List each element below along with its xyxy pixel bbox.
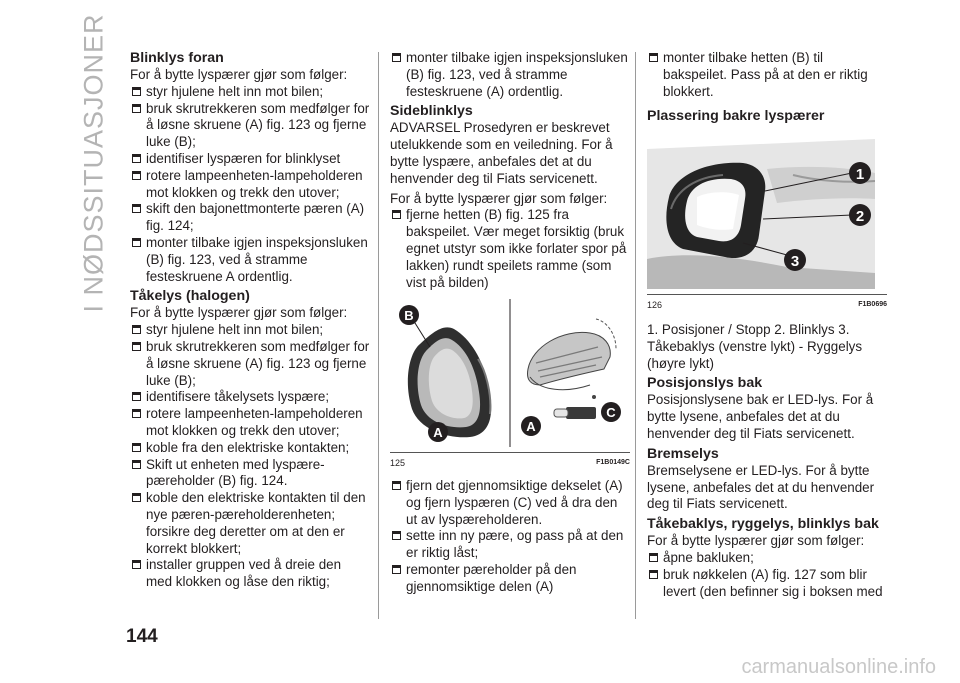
label-b: B xyxy=(404,308,414,324)
list-item: identifisere tåkelysets lyspære; xyxy=(130,389,370,406)
heading-fog-lights: Tåkelys (halogen) xyxy=(130,288,250,305)
label-3: 3 xyxy=(790,253,800,271)
heading-front-indicator: Blinklys foran xyxy=(130,50,224,66)
column-3 xyxy=(647,50,887,600)
figure-code: F1B0149C xyxy=(596,459,630,467)
list-item: remonter pæreholder på den gjennomsiktige delen (A) xyxy=(390,562,630,596)
label-a2-icon xyxy=(521,416,541,436)
paragraph: Bremselysene er LED-lys. For å bytte lysene, anbefales det at du henvender deg til Fiats servicenett. xyxy=(647,462,875,512)
heading-side-indicator: Sideblinklys xyxy=(390,103,473,120)
column-1 xyxy=(130,50,370,591)
bulb-icon xyxy=(554,395,596,419)
list-item: koble fra den elektriske kontakten; xyxy=(130,440,370,457)
list-item: monter tilbake hetten (B) til bakspeilet. Pass på at den er riktig blokkert. xyxy=(647,50,887,100)
intro-text: For å bytte lyspærer gjør som følger: xyxy=(130,305,348,321)
list-item: identifiser lyspæren for blinklyset xyxy=(130,151,370,168)
list-item: bruk nøkkelen (A) fig. 127 som blir levert (den befinner sig i boksen med xyxy=(647,567,887,601)
label-2: 2 xyxy=(855,208,865,226)
list-item: fjerne hetten (B) fig. 125 fra bakspeilet. Vær meget forsiktig (bruk egnet utstyr som ikke forlater spor på lakken) rundt speilets ramme (som vist på bilden) xyxy=(390,207,630,291)
figure-legend: 1. Posisjoner / Stopp 2. Blinklys 3. Tåkebaklys (venstre lykt) - Ryggelys (høyre lykt) xyxy=(647,321,863,371)
figure-image xyxy=(647,139,887,295)
page-number: 144 xyxy=(126,626,158,647)
warning-text: ADVARSEL Prosedyren er beskrevet utelukkende som en veiledning. For å bytte lyspære, anbefales det at du henvender deg til Fiats servicenett. xyxy=(390,120,613,186)
list-item: rotere lampeenheten-lampeholderen mot klokken og trekk den utover; xyxy=(130,406,370,440)
column-2 xyxy=(390,50,630,596)
label-b-icon xyxy=(399,305,419,325)
column-divider xyxy=(378,52,379,619)
heading-rear-fog-reverse-indicator: Tåkebaklys, ryggelys, blinklys bak xyxy=(647,516,879,533)
list-item: installer gruppen ved å dreie den med klokken og låse den riktig; xyxy=(130,557,370,591)
list-item: fjern det gjennomsiktige dekselet (A) og fjern lyspæren (C) ved å dra den ut av lyspæreholderen. xyxy=(390,478,630,528)
heading-rear-bulbs: Plassering bakre lyspærer xyxy=(647,108,825,125)
heading-rear-position: Posisjonslys bak xyxy=(647,375,763,392)
figure-126 xyxy=(647,139,887,314)
figure-caption xyxy=(647,297,887,314)
label-1: 1 xyxy=(855,166,865,184)
list-item: sette inn ny pære, og pass på at den er riktig låst; xyxy=(390,528,630,562)
label-a-icon xyxy=(428,422,448,442)
list-item: bruk skrutrekkeren som medfølger for å løsne skruene (A) fig. 123 og fjerne luke (B); xyxy=(130,101,370,151)
list-item: koble den elektriske kontakten til den nye pæren-pæreholderenheten; forsikre deg deretter om at den er korrekt blokkert; xyxy=(130,490,370,557)
paragraph: Posisjonslysene bak er LED-lys. For å bytte lysene, anbefales det at du henvender deg til Fiats servicenett. xyxy=(647,392,874,441)
figure-code: F1B0696 xyxy=(858,301,887,309)
list-item: monter tilbake igjen inspeksjonsluken (B) fig. 123, ved å stramme festeskruene A ordentlig. xyxy=(130,235,370,285)
label-a: A xyxy=(433,425,443,441)
column-divider xyxy=(635,52,636,619)
figure-number: 126 xyxy=(647,300,663,311)
mirror-housing-icon xyxy=(408,328,491,441)
figure-caption xyxy=(390,455,630,472)
section-side-tab-label: I NØDSSITUASJONER xyxy=(78,13,109,313)
list-item: styr hjulene helt inn mot bilen; xyxy=(130,322,370,339)
list-item: styr hjulene helt inn mot bilen; xyxy=(130,84,370,101)
label-2-icon xyxy=(849,204,871,226)
label-a: A xyxy=(526,419,536,435)
intro-text: For å bytte lyspærer gjør som følger: xyxy=(390,190,608,206)
figure-number: 125 xyxy=(390,458,406,469)
steps-list-front-indicator xyxy=(130,84,370,286)
heading-brake-lights: Bremselys xyxy=(647,445,719,462)
list-item: åpne bakluken; xyxy=(647,550,887,567)
watermark: carmanualsonline.info xyxy=(741,656,936,678)
rear-light-illustration xyxy=(647,139,875,289)
intro-text: For å bytte lyspærer gjør som følger: xyxy=(130,67,348,82)
list-item: rotere lampeenheten-lampeholderen mot klokken og trekk den utover; xyxy=(130,168,370,202)
list-item: bruk skrutrekkeren som medfølger for å løsne skruene (A) fig. 123 og fjerne luke (B); xyxy=(130,339,370,389)
mirror-bulb-illustration xyxy=(390,299,630,447)
list-item: monter tilbake igjen inspeksjonsluken (B) fig. 123, ved å stramme festeskruene (A) ordentlig. xyxy=(390,50,630,100)
steps-list-fog-lights xyxy=(130,322,370,591)
intro-text: For å bytte lyspærer gjør som følger: xyxy=(647,533,865,549)
label-1-icon xyxy=(849,162,871,184)
figure-image xyxy=(390,299,630,453)
label-3-icon xyxy=(784,249,806,271)
figure-125 xyxy=(390,299,630,472)
label-c-icon xyxy=(601,402,621,422)
lens-icon xyxy=(528,319,617,390)
label-c: C xyxy=(606,405,616,421)
list-item: skift den bajonettmonterte pæren (A) fig. 124; xyxy=(130,201,370,235)
section-side-tab xyxy=(74,13,114,313)
list-item: Skift ut enheten med lyspære-pæreholder (B) fig. 124. xyxy=(130,457,370,491)
